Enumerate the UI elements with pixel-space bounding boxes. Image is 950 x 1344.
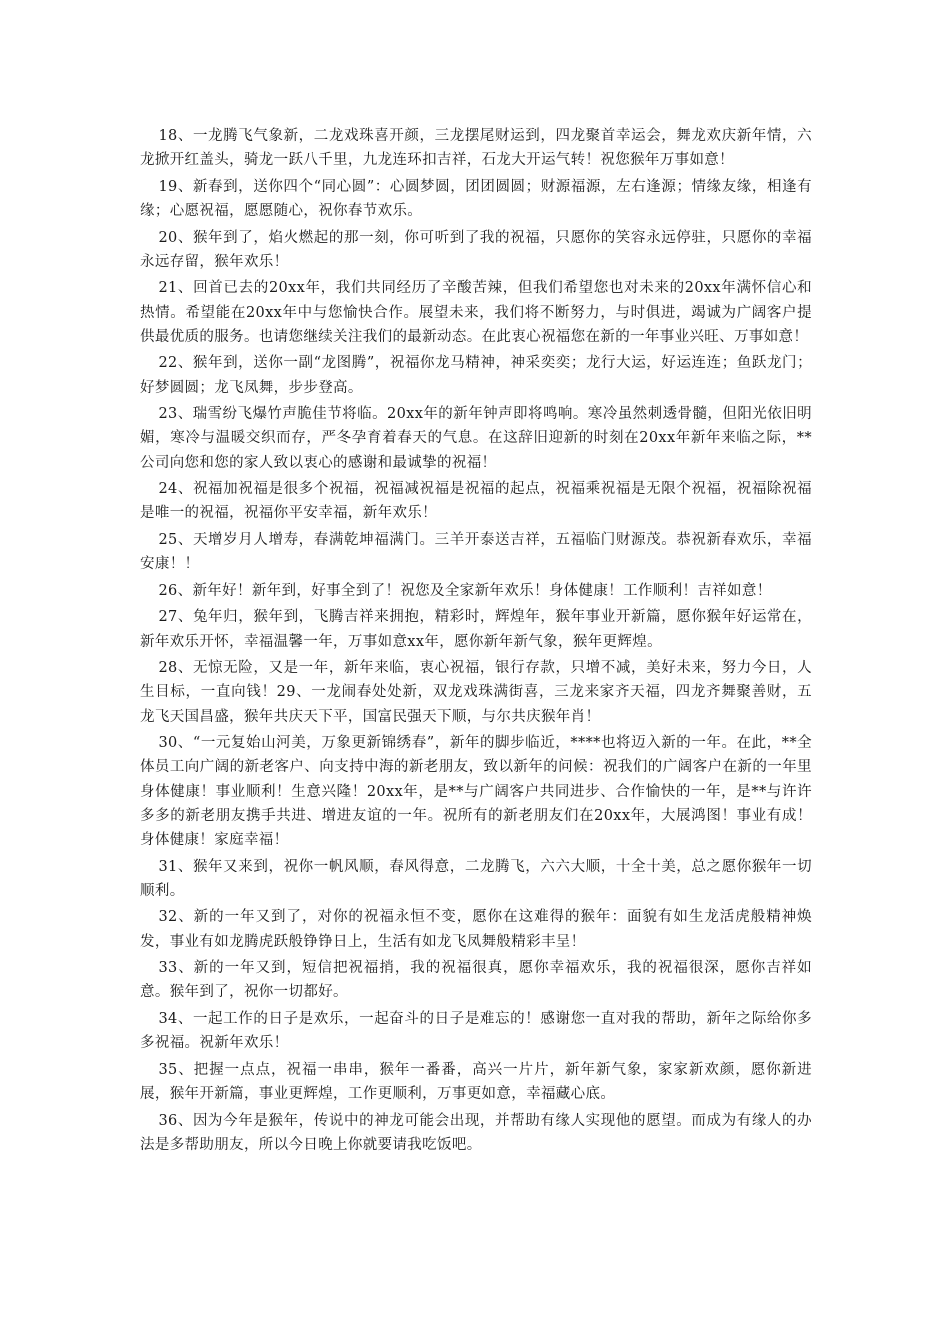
paragraph-36: 36、因为今年是猴年，传说中的神龙可能会出现，并帮助有缘人实现他的愿望。而成为有缘人的办法是多帮助朋友，所以今日晚上你就要请我吃饭吧。 bbox=[140, 1112, 812, 1153]
paragraph-24: 24、祝福加祝福是很多个祝福，祝福减祝福是祝福的起点，祝福乘祝福是无限个祝福，祝福除祝福是唯一的祝福，祝福你平安幸福，新年欢乐！ bbox=[140, 481, 812, 522]
paragraph-23: 23、瑞雪纷飞爆竹声脆佳节将临。20xx年的新年钟声即将鸣响。寒冷虽然刺透骨髓，但阳光依旧明媚，寒冷与温暖交织而存，严冬孕育着春天的气息。在这辞旧迎新的时刻在20xx年新年来临之际，**公司向您和您的家人致以衷心的感谢和最诚挚的祝福！ bbox=[140, 406, 812, 471]
paragraph-20: 20、猴年到了，焰火燃起的那一刻，你可听到了我的祝福，只愿你的笑容永远停驻，只愿你的幸福永远存留，猴年欢乐！ bbox=[140, 229, 812, 270]
document-body bbox=[140, 124, 812, 1159]
paragraph-34: 34、一起工作的日子是欢乐，一起奋斗的日子是难忘的！感谢您一直对我的帮助，新年之际给你多多祝福。祝新年欢乐！ bbox=[140, 1010, 812, 1052]
paragraph-31: 31、猴年又来到，祝你一帆风顺，春风得意，二龙腾飞，六六大顺，十全十美，总之愿你猴年一切顺利。 bbox=[140, 858, 812, 899]
paragraph-27: 27、兔年归，猴年到，飞腾吉祥来拥抱，精彩时，辉煌年，猴年事业开新篇，愿你猴年好运常在，新年欢乐开怀，幸福温馨一年，万事如意xx年，愿你新年新气象，猴年更辉煌。 bbox=[140, 609, 812, 650]
paragraph-35: 35、把握一点点，祝福一串串，猴年一番番，高兴一片片，新年新气象，家家新欢颜，愿你新进展，猴年开新篇，事业更辉煌，工作更顺利，万事更如意，幸福藏心底。 bbox=[140, 1061, 812, 1102]
paragraph-25: 25、天增岁月人增寿，春满乾坤福满门。三羊开泰送吉祥，五福临门财源茂。恭祝新春欢乐，幸福安康！！ bbox=[140, 531, 812, 573]
paragraph-30: 30、“一元复始山河美，万象更新锦绣春”，新年的脚步临近，****也将迈入新的一年。在此，**全体员工向广阔的新老客户、向支持中海的新老朋友，致以新年的问候：祝我们的广阔客户在新的一年里身体健康！事业顺利！生意兴隆！20xx年，是**与广阔客户共同进步、合作愉快的一年，是**与许许多多的新老朋友携手共进、增进友谊的一年。祝所有的新老朋友们在20xx年，大展鸿图！事业有成！身体健康！家庭幸福！ bbox=[140, 735, 812, 848]
paragraph-22: 22、猴年到，送你一副“龙图腾”，祝福你龙马精神，神采奕奕；龙行大运，好运连连；鱼跃龙门；好梦圆圆；龙飞凤舞，步步登高。 bbox=[140, 355, 812, 396]
paragraph-33: 33、新的一年又到，短信把祝福捎，我的祝福很真，愿你幸福欢乐，我的祝福很深，愿你吉祥如意。猴年到了，祝你一切都好。 bbox=[140, 960, 812, 1001]
paragraph-18: 18、一龙腾飞气象新，二龙戏珠喜开颜，三龙摆尾财运到，四龙聚首幸运会，舞龙欢庆新年情，六龙掀开红盖头，骑龙一跃八千里，九龙连环扣吉祥，石龙大开运气转！祝您猴年万事如意！ bbox=[140, 128, 812, 169]
paragraph-32: 32、新的一年又到了，对你的祝福永恒不变，愿你在这难得的猴年：面貌有如生龙活虎般精神焕发，事业有如龙腾虎跃般铮铮日上，生活有如龙飞凤舞般精彩丰呈！ bbox=[140, 909, 812, 950]
paragraph-28: 28、无惊无险，又是一年，新年来临，衷心祝福，银行存款，只增不减，美好未来，努力今日，人生目标，一直向钱！29、一龙闹春处处新，双龙戏珠满街喜，三龙来家齐天福，四龙齐舞聚善财，五龙飞天国昌盛，猴年共庆天下平，国富民强天下顺，与尔共庆猴年肖！ bbox=[140, 660, 812, 725]
paragraph-19: 19、新春到，送你四个“同心圆”：心圆梦圆，团团圆圆；财源福源，左右逢源；情缘友缘，相逢有缘；心愿祝福，愿愿随心，祝你春节欢乐。 bbox=[140, 178, 812, 219]
paragraph-26: 26、新年好！新年到，好事全到了！祝您及全家新年欢乐！身体健康！工作顺利！吉祥如意！ bbox=[158, 582, 772, 599]
paragraph-21: 21、回首已去的20xx年，我们共同经历了辛酸苦辣，但我们希望您也对未来的20xx年满怀信心和热情。希望能在20xx年中与您愉快合作。展望未来，我们将不断努力，与时俱进，竭诚为广阔客户提供最优质的服务。也请您继续关注我们的最新动态。在此衷心祝福您在新的一年事业兴旺、万事如意！ bbox=[140, 280, 812, 345]
